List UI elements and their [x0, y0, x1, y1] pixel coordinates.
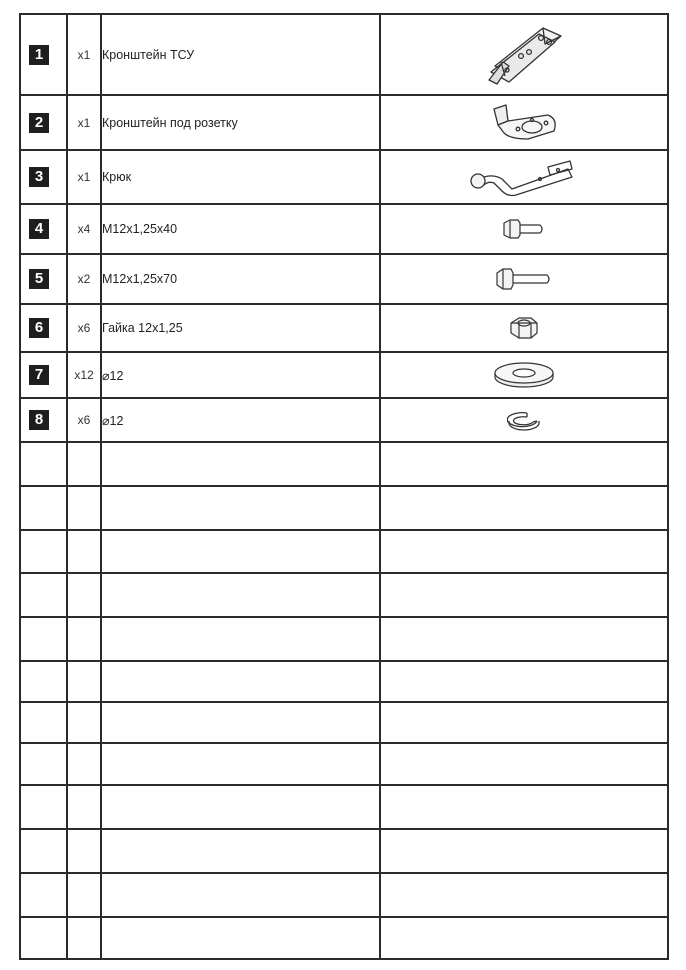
part-row — [20, 95, 668, 150]
empty-row — [20, 573, 668, 617]
part-number-cell — [20, 352, 67, 398]
part-image-cell — [380, 398, 668, 442]
empty-cell — [67, 785, 101, 829]
part-number-cell — [20, 14, 67, 95]
flat-washer-icon — [493, 361, 555, 389]
empty-cell — [101, 486, 380, 530]
part-image-cell — [380, 95, 668, 150]
empty-row — [20, 785, 668, 829]
empty-cell — [380, 702, 668, 743]
empty-cell — [20, 873, 67, 917]
part-number: 8 — [29, 410, 49, 430]
empty-cell — [67, 873, 101, 917]
part-number-cell — [20, 204, 67, 254]
empty-cell — [101, 917, 380, 959]
part-number-cell — [20, 398, 67, 442]
empty-row — [20, 743, 668, 785]
part-number: 3 — [29, 167, 49, 187]
empty-cell — [20, 530, 67, 573]
part-number-cell — [20, 254, 67, 304]
empty-cell — [20, 917, 67, 959]
empty-cell — [20, 442, 67, 486]
part-row — [20, 304, 668, 352]
empty-cell — [67, 917, 101, 959]
empty-cell — [380, 573, 668, 617]
part-qty: x4 — [67, 204, 101, 254]
parts-table — [19, 13, 669, 960]
empty-cell — [101, 785, 380, 829]
empty-row — [20, 530, 668, 573]
bolt-long-icon — [495, 267, 553, 291]
empty-cell — [20, 785, 67, 829]
part-number: 2 — [29, 113, 49, 133]
empty-row — [20, 442, 668, 486]
empty-cell — [20, 486, 67, 530]
empty-row — [20, 873, 668, 917]
empty-cell — [101, 743, 380, 785]
empty-cell — [20, 829, 67, 873]
empty-cell — [101, 573, 380, 617]
part-number: 6 — [29, 318, 49, 338]
empty-cell — [380, 661, 668, 702]
empty-cell — [380, 873, 668, 917]
empty-cell — [101, 530, 380, 573]
hex-nut-icon — [507, 315, 541, 341]
part-qty: x1 — [67, 14, 101, 95]
part-row — [20, 150, 668, 204]
part-image-cell — [380, 204, 668, 254]
empty-row — [20, 917, 668, 959]
empty-cell — [101, 442, 380, 486]
empty-row — [20, 486, 668, 530]
tow-hook-icon — [468, 157, 580, 197]
part-qty: x6 — [67, 398, 101, 442]
part-name: Кронштейн ТСУ — [101, 14, 380, 95]
bracket-tsu-icon — [481, 22, 567, 88]
empty-cell — [101, 829, 380, 873]
part-number: 5 — [29, 269, 49, 289]
empty-cell — [380, 617, 668, 661]
part-qty: x1 — [67, 150, 101, 204]
part-name: ⌀12 — [101, 398, 380, 442]
part-row — [20, 14, 668, 95]
empty-cell — [101, 873, 380, 917]
empty-cell — [67, 661, 101, 702]
empty-cell — [380, 917, 668, 959]
empty-cell — [101, 702, 380, 743]
empty-cell — [380, 486, 668, 530]
bolt-short-icon — [502, 218, 546, 240]
empty-cell — [67, 530, 101, 573]
empty-cell — [67, 829, 101, 873]
part-number: 1 — [29, 45, 49, 65]
spring-washer-icon — [507, 409, 541, 431]
part-number-cell — [20, 95, 67, 150]
part-row — [20, 254, 668, 304]
part-name: Гайка 12x1,25 — [101, 304, 380, 352]
part-number: 7 — [29, 365, 49, 385]
empty-cell — [380, 442, 668, 486]
part-number-cell — [20, 304, 67, 352]
empty-cell — [380, 829, 668, 873]
empty-cell — [20, 617, 67, 661]
empty-cell — [67, 486, 101, 530]
part-name: M12x1,25x40 — [101, 204, 380, 254]
part-name: Кронштейн под розетку — [101, 95, 380, 150]
empty-cell — [101, 661, 380, 702]
part-number: 4 — [29, 219, 49, 239]
empty-cell — [20, 661, 67, 702]
part-row — [20, 204, 668, 254]
empty-cell — [67, 442, 101, 486]
empty-row — [20, 829, 668, 873]
part-name: M12x1,25x70 — [101, 254, 380, 304]
empty-cell — [380, 743, 668, 785]
empty-cell — [20, 702, 67, 743]
part-number-cell — [20, 150, 67, 204]
empty-row — [20, 617, 668, 661]
empty-cell — [101, 617, 380, 661]
part-qty: x1 — [67, 95, 101, 150]
empty-cell — [67, 617, 101, 661]
socket-bracket-icon — [488, 101, 560, 145]
part-qty: x12 — [67, 352, 101, 398]
empty-cell — [67, 573, 101, 617]
part-qty: x6 — [67, 304, 101, 352]
empty-cell — [20, 743, 67, 785]
part-image-cell — [380, 14, 668, 95]
part-image-cell — [380, 150, 668, 204]
empty-cell — [67, 702, 101, 743]
part-row — [20, 352, 668, 398]
empty-row — [20, 661, 668, 702]
empty-cell — [380, 530, 668, 573]
empty-cell — [380, 785, 668, 829]
part-qty: x2 — [67, 254, 101, 304]
part-image-cell — [380, 304, 668, 352]
part-image-cell — [380, 352, 668, 398]
part-image-cell — [380, 254, 668, 304]
empty-cell — [20, 573, 67, 617]
part-name: Крюк — [101, 150, 380, 204]
empty-row — [20, 702, 668, 743]
part-row — [20, 398, 668, 442]
part-name: ⌀12 — [101, 352, 380, 398]
empty-cell — [67, 743, 101, 785]
